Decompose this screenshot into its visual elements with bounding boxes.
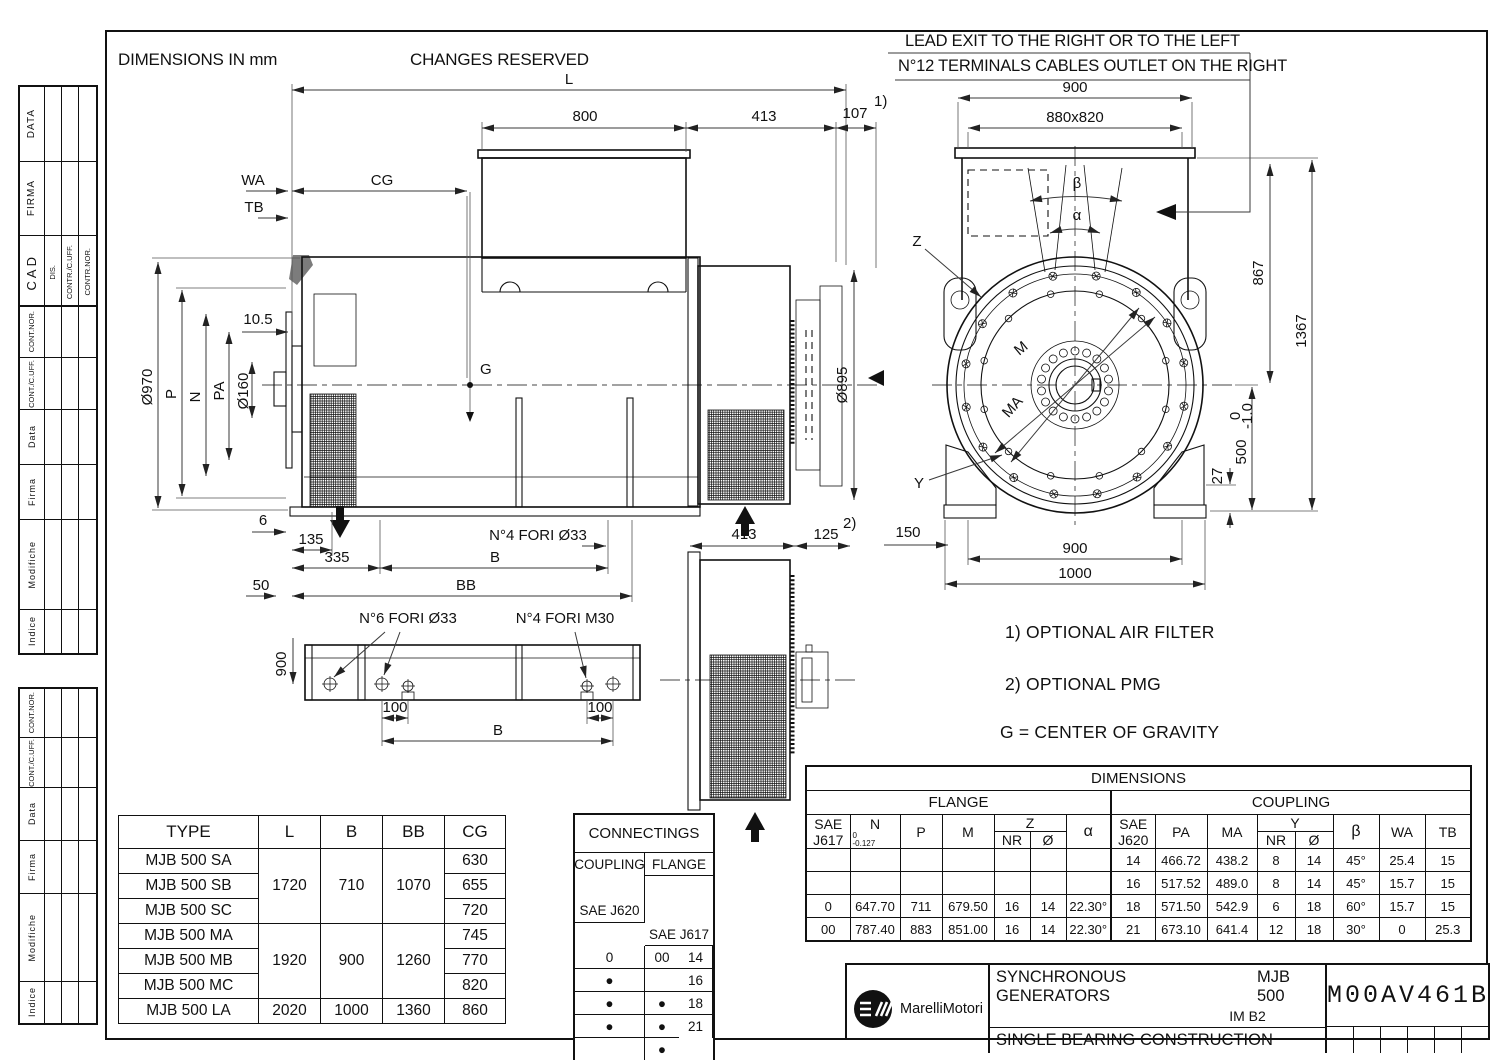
svg-text:CG: CG [370, 172, 394, 189]
terminals-note: N°12 TERMINALS CABLES OUTLET ON THE RIGHT [898, 57, 1287, 75]
svg-text:880x820: 880x820 [1046, 109, 1104, 126]
note-pmg: 2) OPTIONAL PMG [1005, 674, 1161, 694]
side-view [262, 150, 884, 538]
note-center-of-gravity: G = CENTER OF GRAVITY [1000, 722, 1220, 742]
table-row: MJB 500 MA 1920 900 1260 745 [119, 924, 506, 949]
svg-text:800: 800 [572, 108, 598, 125]
airflow-arrow-up-pmg [745, 812, 765, 842]
dimensions-note: DIMENSIONS IN mm [118, 50, 278, 69]
svg-text:Z: Z [912, 233, 922, 250]
note-air-filter: 1) OPTIONAL AIR FILTER [1005, 622, 1215, 642]
svg-text:TB: TB [244, 199, 264, 216]
sidebar-cad-label: CAD [20, 236, 45, 308]
connectings-title: CONNECTINGS [575, 815, 713, 853]
type-table: TYPE L B BB CG MJB 500 SA 1720 710 1070 630 MJB 500 SB 655 MJB 500 SC 720 MJB 500 MA 1920 900 1260 745 MJB 500 MB 770 MJB 500 MC 820 MJB 500 LA 2020 1000 1360 860 [118, 815, 506, 1024]
svg-text:PA: PA [211, 381, 228, 401]
svg-text:900: 900 [1062, 79, 1088, 96]
table-row: 16 517.52 489.0 8 14 45° 15.7 15 [806, 872, 1471, 895]
section-view-arrow [868, 370, 884, 386]
svg-text:1): 1) [874, 93, 888, 110]
svg-text:MA: MA [998, 392, 1027, 422]
svg-text:WA: WA [241, 172, 265, 189]
svg-text:413: 413 [731, 526, 757, 543]
svg-text:150: 150 [895, 524, 921, 541]
changes-reserved-note: CHANGES RESERVED [410, 50, 589, 69]
table-row: MJB 500 SC 720 [119, 899, 506, 924]
type-col-header: TYPE [119, 816, 259, 849]
sidebar-firma-label: FIRMA [20, 162, 45, 235]
svg-text:10.5: 10.5 [243, 311, 273, 328]
svg-text:G: G [480, 361, 492, 378]
construction-type: SINGLE BEARING CONSTRUCTION [990, 1027, 1325, 1053]
svg-text:900: 900 [1062, 540, 1088, 557]
sidebar-data-label: DATA [20, 87, 45, 161]
svg-text:1367: 1367 [1293, 314, 1310, 348]
svg-text:27: 27 [1209, 467, 1226, 485]
table-row: MJB 500 LA 2020 1000 1360 860 [119, 999, 506, 1024]
sidebar-revision-block-2: CONT.NOR. CONT./C.UFF. Data Firma Modifiche Indice [18, 687, 98, 1025]
svg-text:900: 900 [273, 651, 290, 677]
connectings-table: CONNECTINGS COUPLING SAE J620 FLANGE SAE J617 0 00 14 ● 16 ● ● 18 ● ● 21 ● [573, 813, 715, 1060]
svg-text:100: 100 [587, 699, 613, 716]
brand-name: MarelliMotori [900, 1001, 983, 1017]
brand-cell [847, 965, 990, 1053]
svg-text:Ø895: Ø895 [834, 366, 851, 404]
svg-text:0: 0 [1227, 411, 1244, 421]
revision-cells [1327, 1026, 1489, 1053]
svg-text:N°4 FORI M30: N°4 FORI M30 [515, 610, 615, 627]
svg-text:N°6 FORI Ø33: N°6 FORI Ø33 [359, 610, 457, 627]
table-row: 0 647.70 711 679.50 16 14 22.30° 18 571.50 542.9 6 18 60° 15.7 15 [806, 895, 1471, 918]
sidebar-cad-block: DATA FIRMA CAD DIS. CONTR./C.UFF. CONTR.NOR. [18, 85, 98, 310]
svg-text:135: 135 [298, 531, 324, 548]
optional-air-filter-outline [968, 170, 1048, 236]
lead-exit-note: LEAD EXIT TO THE RIGHT OR TO THE LEFT [905, 32, 1240, 50]
svg-text:125: 125 [813, 526, 839, 543]
table-row: 00 787.40 883 851.00 16 14 22.30° 21 673.10 641.4 12 18 30° 0 25.3 [806, 918, 1471, 942]
drawing-number: M00AV461B [1327, 981, 1490, 1010]
svg-text:413: 413 [751, 108, 777, 125]
front-view [884, 53, 1318, 590]
svg-text:BB: BB [455, 577, 477, 594]
dimensions-title: DIMENSIONS [806, 766, 1471, 791]
svg-text:-1.0: -1.0 [1239, 403, 1256, 429]
marelli-logo-icon [852, 988, 894, 1030]
svg-text:α: α [1072, 207, 1082, 224]
table-row: MJB 500 MC 820 [119, 974, 506, 999]
product-title: SYNCHRONOUS GENERATORS [996, 968, 1127, 1005]
svg-text:B: B [489, 549, 501, 566]
svg-text:Y: Y [913, 475, 925, 492]
table-row: MJB 500 SB 655 [119, 874, 506, 899]
svg-text:867: 867 [1250, 260, 1267, 286]
table-row: MJB 500 MB 770 [119, 949, 506, 974]
airflow-arrow-down [330, 506, 350, 538]
svg-text:M: M [1010, 338, 1032, 360]
svg-text:P: P [163, 388, 180, 400]
svg-text:N: N [187, 391, 204, 403]
svg-text:L: L [564, 71, 574, 88]
foot-plan-view [273, 610, 640, 746]
mounting-code: IM B2 [1229, 1008, 1266, 1024]
svg-text:N°4 FORI Ø33: N°4 FORI Ø33 [489, 527, 587, 544]
model-name: MJB 500 [1256, 968, 1290, 1005]
svg-text:500: 500 [1233, 439, 1250, 465]
svg-text:100: 100 [382, 699, 408, 716]
table-row: MJB 500 SA 1720 710 1070 630 [119, 849, 506, 874]
svg-text:2): 2) [843, 515, 857, 532]
svg-text:50: 50 [252, 577, 270, 594]
svg-text:335: 335 [324, 549, 350, 566]
title-block [845, 963, 1490, 1049]
svg-text:Ø970: Ø970 [139, 368, 156, 406]
dimensions-table: DIMENSIONS FLANGE COUPLING SAE J617 N 0 -0.127 P M Z α SAE J620 PA MA Y β WA TB NR Ø NR Ø 14 466.72 438.2 8 14 45° 25.4 15 16 517.52 489.0 8 14 45° 15.7 15 0 647.70 711 679.50 16 14 22.30° 18 571.50 542.9 6 18 60° 15.7 15 00 787.40 883 851.00 16 14 22.30° 21 673.10 641.4 12 18 30° 0 25.3 [805, 765, 1472, 942]
lead-exit-arrow [1156, 204, 1176, 220]
svg-text:β: β [1072, 175, 1082, 192]
sidebar-revision-block-1: CONT.NOR. CONT./C.UFF. Data Firma Modifiche Indice [18, 305, 98, 655]
svg-text:B: B [492, 722, 504, 739]
svg-text:Ø160: Ø160 [235, 372, 252, 410]
table-row: 14 466.72 438.2 8 14 45° 25.4 15 [806, 849, 1471, 872]
svg-text:6: 6 [258, 512, 268, 529]
svg-text:1000: 1000 [1058, 565, 1092, 582]
svg-text:107: 107 [842, 105, 868, 122]
